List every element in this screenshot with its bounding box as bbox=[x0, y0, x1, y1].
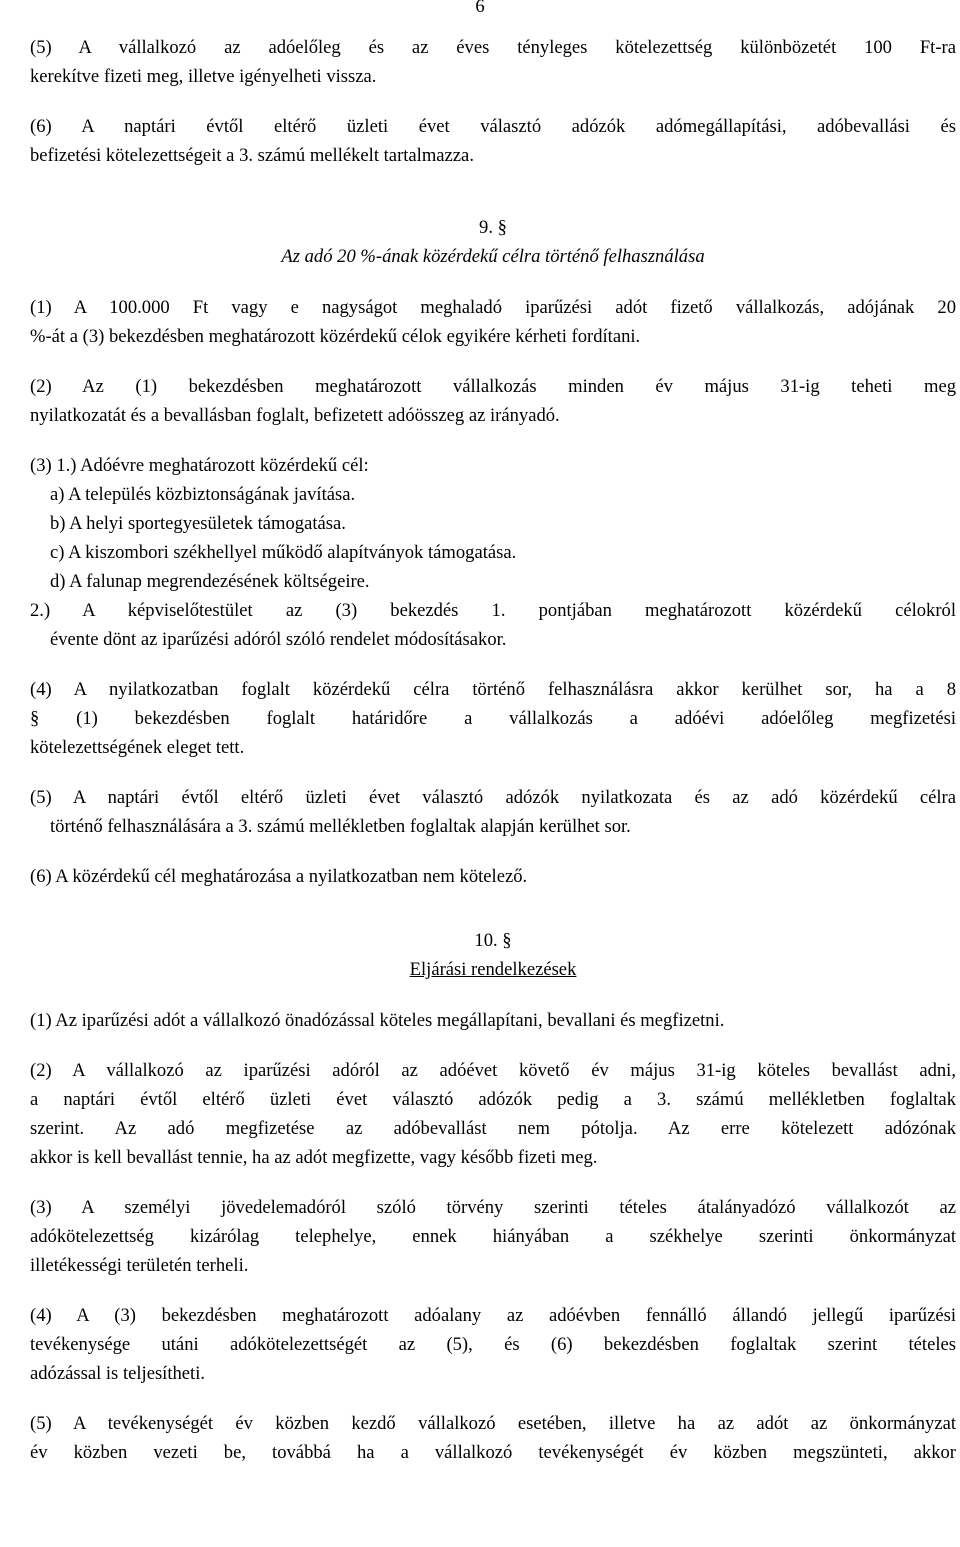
text-line: szerint. Az adó megfizetése az adóbevallást nem pótolja. Az erre kötelezett adózónak bbox=[30, 1118, 956, 1139]
text-line: évente dönt az iparűzési adóról szóló rendelet módosításakor. bbox=[50, 629, 507, 650]
text-line: (5) A tevékenységét év közben kezdő vállalkozó esetében, illetve ha az adót az önkormányzat bbox=[30, 1413, 956, 1434]
text-line: (1) Az iparűzési adót a vállalkozó önadózással köteles megállapítani, bevallani és megfizetni. bbox=[30, 1010, 725, 1031]
list-item: a) A település közbiztonságának javítása. bbox=[50, 484, 356, 505]
text-line: (4) A nyilatkozatban foglalt közérdekű célra történő felhasználásra akkor kerülhet sor, ha a 8 bbox=[30, 679, 956, 700]
paragraph-9-5 bbox=[30, 783, 956, 841]
text-line: év közben vezeti be, továbbá ha a vállalkozó tevékenységét év közben megszünteti, akkor bbox=[30, 1442, 956, 1463]
paragraph-9-2 bbox=[30, 372, 956, 430]
paragraph-8-6 bbox=[30, 112, 956, 170]
section-number-9: 9. § bbox=[479, 217, 507, 238]
text-line: (1) A 100.000 Ft vagy e nagyságot meghaladó iparűzési adót fizető vállalkozás, adójának 20 bbox=[30, 297, 956, 318]
list-item: c) A kiszombori székhellyel működő alapítványok támogatása. bbox=[50, 542, 517, 563]
list-item: d) A falunap megrendezésének költségeire. bbox=[50, 571, 370, 592]
text-line: (5) A vállalkozó az adóelőleg és az éves tényleges kötelezettség különbözetét 100 Ft-ra bbox=[30, 37, 956, 58]
text-line: (5) A naptári évtől eltérő üzleti évet választó adózók nyilatkozata és az adó közérdekű célra bbox=[30, 787, 956, 808]
text-line: történő felhasználására a 3. számú mellékletben foglaltak alapján kerülhet sor. bbox=[50, 816, 631, 837]
text-line: befizetési kötelezettségeit a 3. számú mellékelt tartalmazza. bbox=[30, 145, 474, 166]
paragraph-10-3 bbox=[30, 1193, 956, 1280]
paragraph-9-3 bbox=[30, 451, 956, 654]
text-line: %-át a (3) bekezdésben meghatározott közérdekű célok egyikére kérheti fordítani. bbox=[30, 326, 641, 347]
text-line: (6) A naptári évtől eltérő üzleti évet választó adózók adómegállapítási, adóbevallási és bbox=[30, 116, 956, 137]
text-line: (3) A személyi jövedelemadóról szóló törvény szerinti tételes átalányadózó vállalkozót az bbox=[30, 1197, 956, 1218]
text-line: (2) Az (1) bekezdésben meghatározott vállalkozás minden év május 31-ig teheti meg bbox=[30, 376, 956, 397]
text-line: adókötelezettség kizárólag telephelye, ennek hiányában a székhelye szerinti önkormányzat bbox=[30, 1226, 956, 1247]
text-line: akkor is kell bevallást tennie, ha az adót megfizette, vagy később fizeti meg. bbox=[30, 1147, 598, 1168]
text-line: illetékességi területén terheli. bbox=[30, 1255, 249, 1276]
text-line: (4) A (3) bekezdésben meghatározott adóalany az adóévben fennálló állandó jellegű iparűzési bbox=[30, 1305, 956, 1326]
paragraph-8-5 bbox=[30, 33, 956, 91]
list-item: b) A helyi sportegyesületek támogatása. bbox=[50, 513, 346, 534]
paragraph-10-1 bbox=[30, 1006, 956, 1035]
text-line: 2.) A képviselőtestület az (3) bekezdés 1. pontjában meghatározott közérdekű célokról bbox=[30, 600, 956, 621]
document-body bbox=[30, 33, 956, 1488]
paragraph-9-6 bbox=[30, 862, 956, 891]
paragraph-9-4 bbox=[30, 675, 956, 762]
text-line: tevékenysége utáni adókötelezettségét az (5), és (6) bekezdésben foglaltak szerint tételes bbox=[30, 1334, 956, 1355]
text-line: kötelezettségének eleget tett. bbox=[30, 737, 245, 758]
text-line: a naptári évtől eltérő üzleti évet választó adózók pedig a 3. számú mellékletben foglaltak bbox=[30, 1089, 956, 1110]
paragraph-10-4 bbox=[30, 1301, 956, 1388]
section-title-10: Eljárási rendelkezések bbox=[409, 959, 577, 980]
section-number-10: 10. § bbox=[474, 930, 512, 951]
text-line: (2) A vállalkozó az iparűzési adóról az adóévet követő év május 31-ig köteles bevallást adni, bbox=[30, 1060, 956, 1081]
text-line: (3) 1.) Adóévre meghatározott közérdekű cél: bbox=[30, 455, 369, 476]
page-number: 6 bbox=[475, 0, 485, 17]
text-line: adózással is teljesítheti. bbox=[30, 1363, 206, 1384]
text-line: nyilatkozatát és a bevallásban foglalt, befizetett adóösszeg az irányadó. bbox=[30, 405, 560, 426]
text-line: kerekítve fizeti meg, illetve igényelheti vissza. bbox=[30, 66, 377, 87]
text-line: § (1) bekezdésben foglalt határidőre a vállalkozás a adóévi adóelőleg megfizetési bbox=[30, 708, 956, 729]
text-line: (6) A közérdekű cél meghatározása a nyilatkozatban nem kötelező. bbox=[30, 866, 528, 887]
paragraph-9-1 bbox=[30, 293, 956, 351]
section-title-9: Az adó 20 %-ának közérdekű célra történő felhasználása bbox=[281, 246, 705, 267]
paragraph-10-2 bbox=[30, 1056, 956, 1172]
paragraph-10-5 bbox=[30, 1409, 956, 1467]
